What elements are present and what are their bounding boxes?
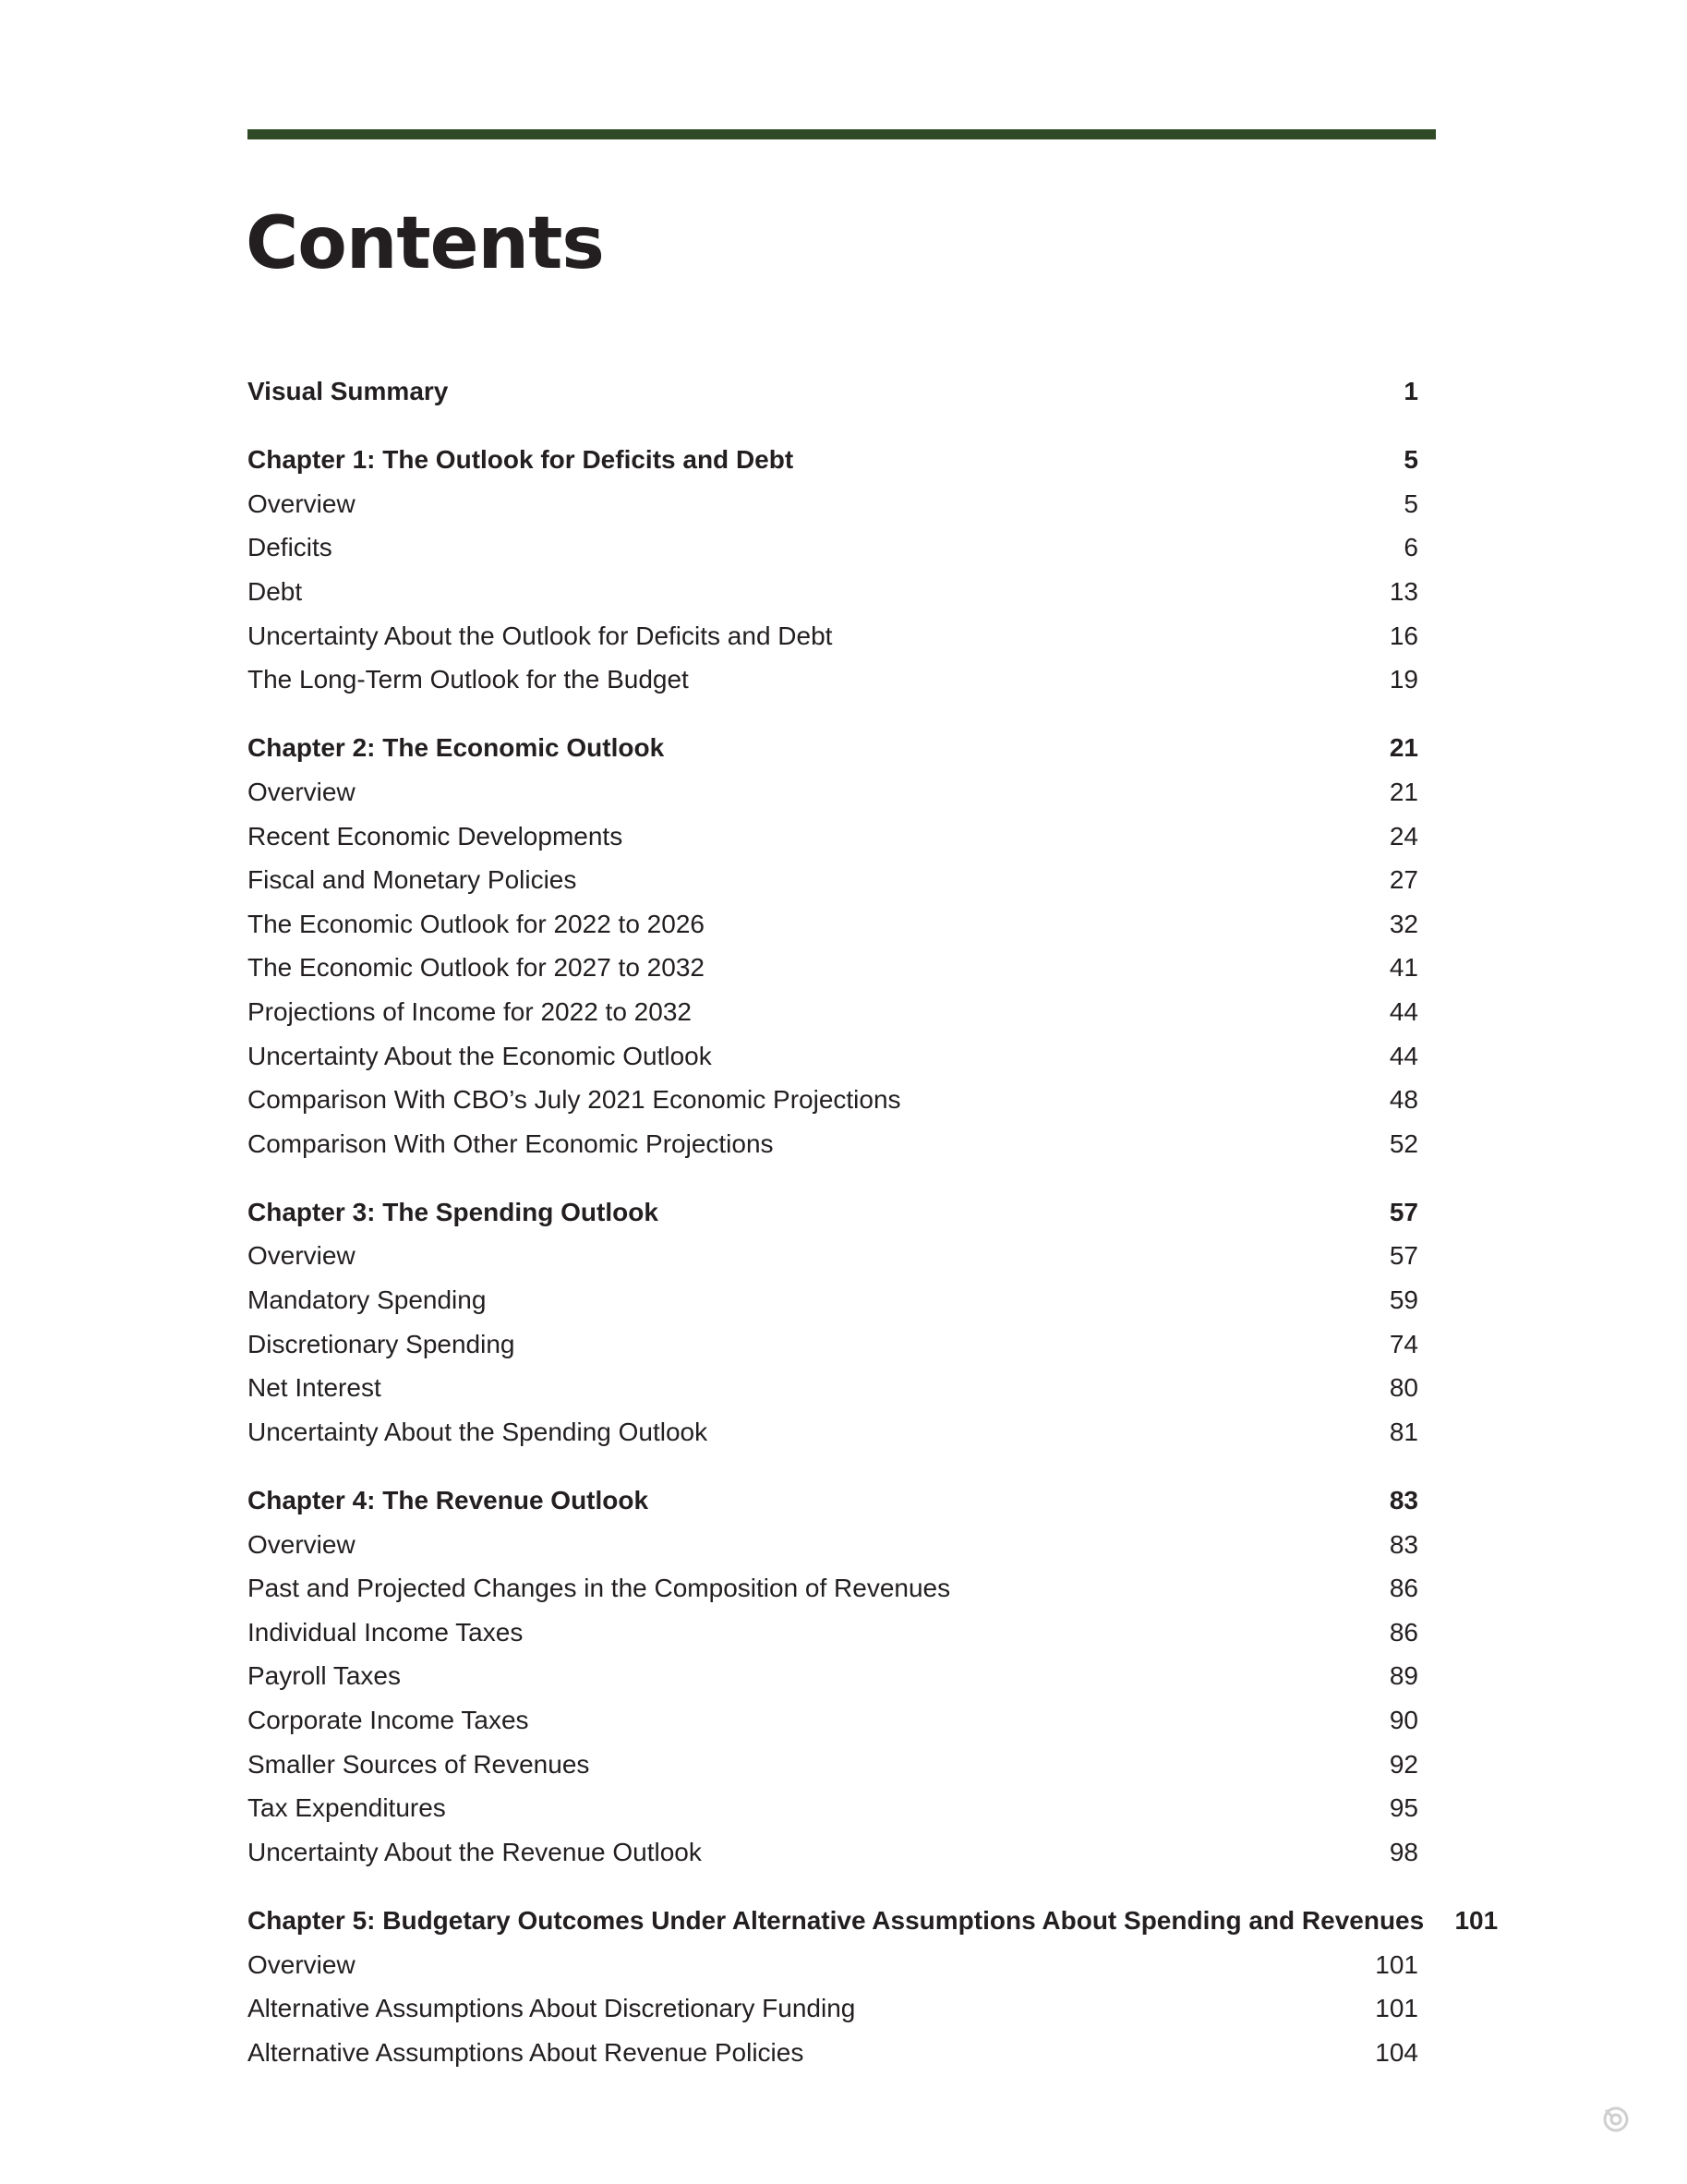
toc-page-number: 80 xyxy=(1389,1373,1418,1403)
toc-heading-row[interactable] xyxy=(247,1478,1418,1523)
toc-entry-label: Debt xyxy=(247,576,303,606)
toc-page-number: 101 xyxy=(1375,1994,1418,2023)
toc-page-number: 86 xyxy=(1389,1617,1418,1647)
toc-page-number: 16 xyxy=(1389,621,1418,650)
header-rule xyxy=(247,129,1436,139)
toc-entry-row[interactable] xyxy=(247,1078,1418,1122)
toc-page-number: 89 xyxy=(1389,1661,1418,1691)
toc-entry-label: Comparison With Other Economic Projections xyxy=(247,1128,774,1158)
toc-page-number: 74 xyxy=(1389,1329,1418,1358)
toc-entry-label: Uncertainty About the Spending Outlook xyxy=(247,1417,708,1446)
toc-entry-label: Payroll Taxes xyxy=(247,1661,402,1691)
toc-entry-row[interactable] xyxy=(247,858,1418,902)
toc-entry-label: Uncertainty About the Economic Outlook xyxy=(247,1041,712,1070)
toc-entry-label: Uncertainty About the Outlook for Deficits and Debt xyxy=(247,621,833,650)
toc-page-number: 41 xyxy=(1389,953,1418,983)
toc-page-number: 95 xyxy=(1389,1793,1418,1823)
toc-page-number: 83 xyxy=(1389,1486,1418,1515)
toc-heading-row[interactable] xyxy=(247,726,1418,770)
toc-entry-label: Overview xyxy=(247,1949,355,1979)
toc-page-number: 21 xyxy=(1389,777,1418,806)
toc-entry-label: The Economic Outlook for 2022 to 2026 xyxy=(247,909,705,938)
toc-entry-row[interactable] xyxy=(247,1322,1418,1367)
toc-entry-row[interactable] xyxy=(247,1523,1418,1567)
toc-page-number: 5 xyxy=(1404,489,1418,518)
toc-page-number: 6 xyxy=(1404,533,1418,562)
toc-entry-label: The Economic Outlook for 2027 to 2032 xyxy=(247,953,705,983)
toc-page-number: 101 xyxy=(1454,1905,1499,1935)
toc-entry-row[interactable] xyxy=(247,946,1418,990)
toc-page-number: 1 xyxy=(1404,377,1418,405)
toc-page-number: 44 xyxy=(1389,1041,1418,1070)
toc-heading-row[interactable] xyxy=(247,369,1418,414)
toc-heading-row[interactable] xyxy=(247,438,1418,482)
toc-page-number: 57 xyxy=(1389,1241,1418,1271)
toc-page-number: 104 xyxy=(1375,2037,1418,2067)
toc-heading-row[interactable] xyxy=(247,1899,1499,1943)
toc-page-number: 32 xyxy=(1389,909,1418,938)
toc-entry-label: Overview xyxy=(247,1529,355,1559)
toc-page-number: 48 xyxy=(1389,1085,1418,1115)
toc-entry-label: Chapter 5: Budgetary Outcomes Under Alternative Assumptions About Spending and Revenues xyxy=(247,1905,1425,1935)
toc-page-number: 59 xyxy=(1389,1285,1418,1315)
page-title: Contents xyxy=(246,202,604,285)
toc-entry-row[interactable] xyxy=(247,1654,1418,1698)
toc-entry-label: Recent Economic Developments xyxy=(247,821,623,851)
toc-entry-label: Overview xyxy=(247,1241,355,1271)
toc-entry-label: Chapter 2: The Economic Outlook xyxy=(247,733,665,763)
toc-entry-row[interactable] xyxy=(247,1786,1418,1830)
toc-entry-row[interactable] xyxy=(247,1611,1418,1655)
toc-page-number: 19 xyxy=(1389,665,1418,694)
toc-entry-label: Discretionary Spending xyxy=(247,1329,515,1358)
toc-entry-row[interactable] xyxy=(247,614,1418,658)
toc-entry-row[interactable] xyxy=(247,570,1418,614)
toc-entry-row[interactable] xyxy=(247,990,1418,1034)
toc-entry-label: Net Interest xyxy=(247,1373,381,1403)
toc-entry-label: Alternative Assumptions About Discretionary Funding xyxy=(247,1994,856,2023)
toc-page-number: 13 xyxy=(1389,576,1418,606)
toc-page-number: 81 xyxy=(1389,1417,1418,1446)
cbo-logo-icon xyxy=(1602,2106,1630,2133)
toc-page-number: 90 xyxy=(1389,1706,1418,1734)
toc-entry-row[interactable] xyxy=(247,1122,1418,1166)
toc-entry-label: Chapter 4: The Revenue Outlook xyxy=(247,1486,649,1515)
toc-page-number: 24 xyxy=(1389,821,1418,851)
toc-page-number: 27 xyxy=(1389,865,1418,895)
toc-entry-row[interactable] xyxy=(247,1566,1418,1611)
toc-entry-label: Chapter 3: The Spending Outlook xyxy=(247,1197,658,1226)
toc-page-number: 21 xyxy=(1389,733,1418,763)
toc-entry-label: Overview xyxy=(247,777,355,806)
toc-entry-row[interactable] xyxy=(247,770,1418,814)
toc-entry-label: Mandatory Spending xyxy=(247,1285,487,1315)
toc-entry-row[interactable] xyxy=(247,1234,1418,1278)
toc-entry-row[interactable] xyxy=(247,482,1418,526)
toc-entry-label: Uncertainty About the Revenue Outlook xyxy=(247,1837,702,1866)
toc-entry-label: Alternative Assumptions About Revenue Policies xyxy=(247,2037,804,2067)
toc-entry-label: Overview xyxy=(247,489,355,518)
toc-entry-row[interactable] xyxy=(247,1986,1418,2031)
toc-entry-row[interactable] xyxy=(247,658,1418,702)
toc-entry-label: Deficits xyxy=(247,533,332,562)
toc-entry-row[interactable] xyxy=(247,525,1418,570)
toc-page-number: 86 xyxy=(1389,1574,1418,1603)
toc-entry-label: Projections of Income for 2022 to 2032 xyxy=(247,996,692,1026)
toc-page-number: 5 xyxy=(1404,445,1418,475)
table-of-contents xyxy=(247,369,1499,2074)
toc-entry-row[interactable] xyxy=(247,1830,1418,1875)
toc-page-number: 83 xyxy=(1389,1529,1418,1559)
toc-entry-row[interactable] xyxy=(247,1943,1418,1987)
toc-entry-label: Visual Summary xyxy=(247,377,449,405)
toc-entry-row[interactable] xyxy=(247,1278,1418,1322)
toc-entry-label: Chapter 1: The Outlook for Deficits and Debt xyxy=(247,445,794,475)
toc-entry-label: Tax Expenditures xyxy=(247,1793,446,1823)
toc-entry-label: Fiscal and Monetary Policies xyxy=(247,865,577,895)
toc-entry-row[interactable] xyxy=(247,1366,1418,1410)
toc-heading-row[interactable] xyxy=(247,1190,1418,1235)
toc-entry-row[interactable] xyxy=(247,1410,1418,1454)
toc-entry-label: The Long-Term Outlook for the Budget xyxy=(247,665,689,694)
toc-entry-row[interactable] xyxy=(247,814,1418,859)
toc-page-number: 44 xyxy=(1389,996,1418,1026)
toc-page-number: 98 xyxy=(1389,1837,1418,1866)
toc-entry-row[interactable] xyxy=(247,1698,1418,1743)
toc-page-number: 52 xyxy=(1389,1128,1418,1158)
toc-entry-row[interactable] xyxy=(247,1034,1418,1079)
toc-page-number: 101 xyxy=(1375,1949,1418,1979)
toc-entry-row[interactable] xyxy=(247,2031,1418,2075)
toc-entry-label: Corporate Income Taxes xyxy=(247,1706,529,1734)
toc-page-number: 57 xyxy=(1389,1197,1418,1226)
toc-entry-label: Comparison With CBO’s July 2021 Economic Projections xyxy=(247,1085,901,1115)
toc-entry-label: Past and Projected Changes in the Composition of Revenues xyxy=(247,1574,951,1603)
toc-page-number: 92 xyxy=(1389,1749,1418,1779)
toc-entry-label: Individual Income Taxes xyxy=(247,1617,524,1647)
toc-entry-row[interactable] xyxy=(247,902,1418,947)
toc-entry-label: Smaller Sources of Revenues xyxy=(247,1749,590,1779)
toc-entry-row[interactable] xyxy=(247,1743,1418,1787)
